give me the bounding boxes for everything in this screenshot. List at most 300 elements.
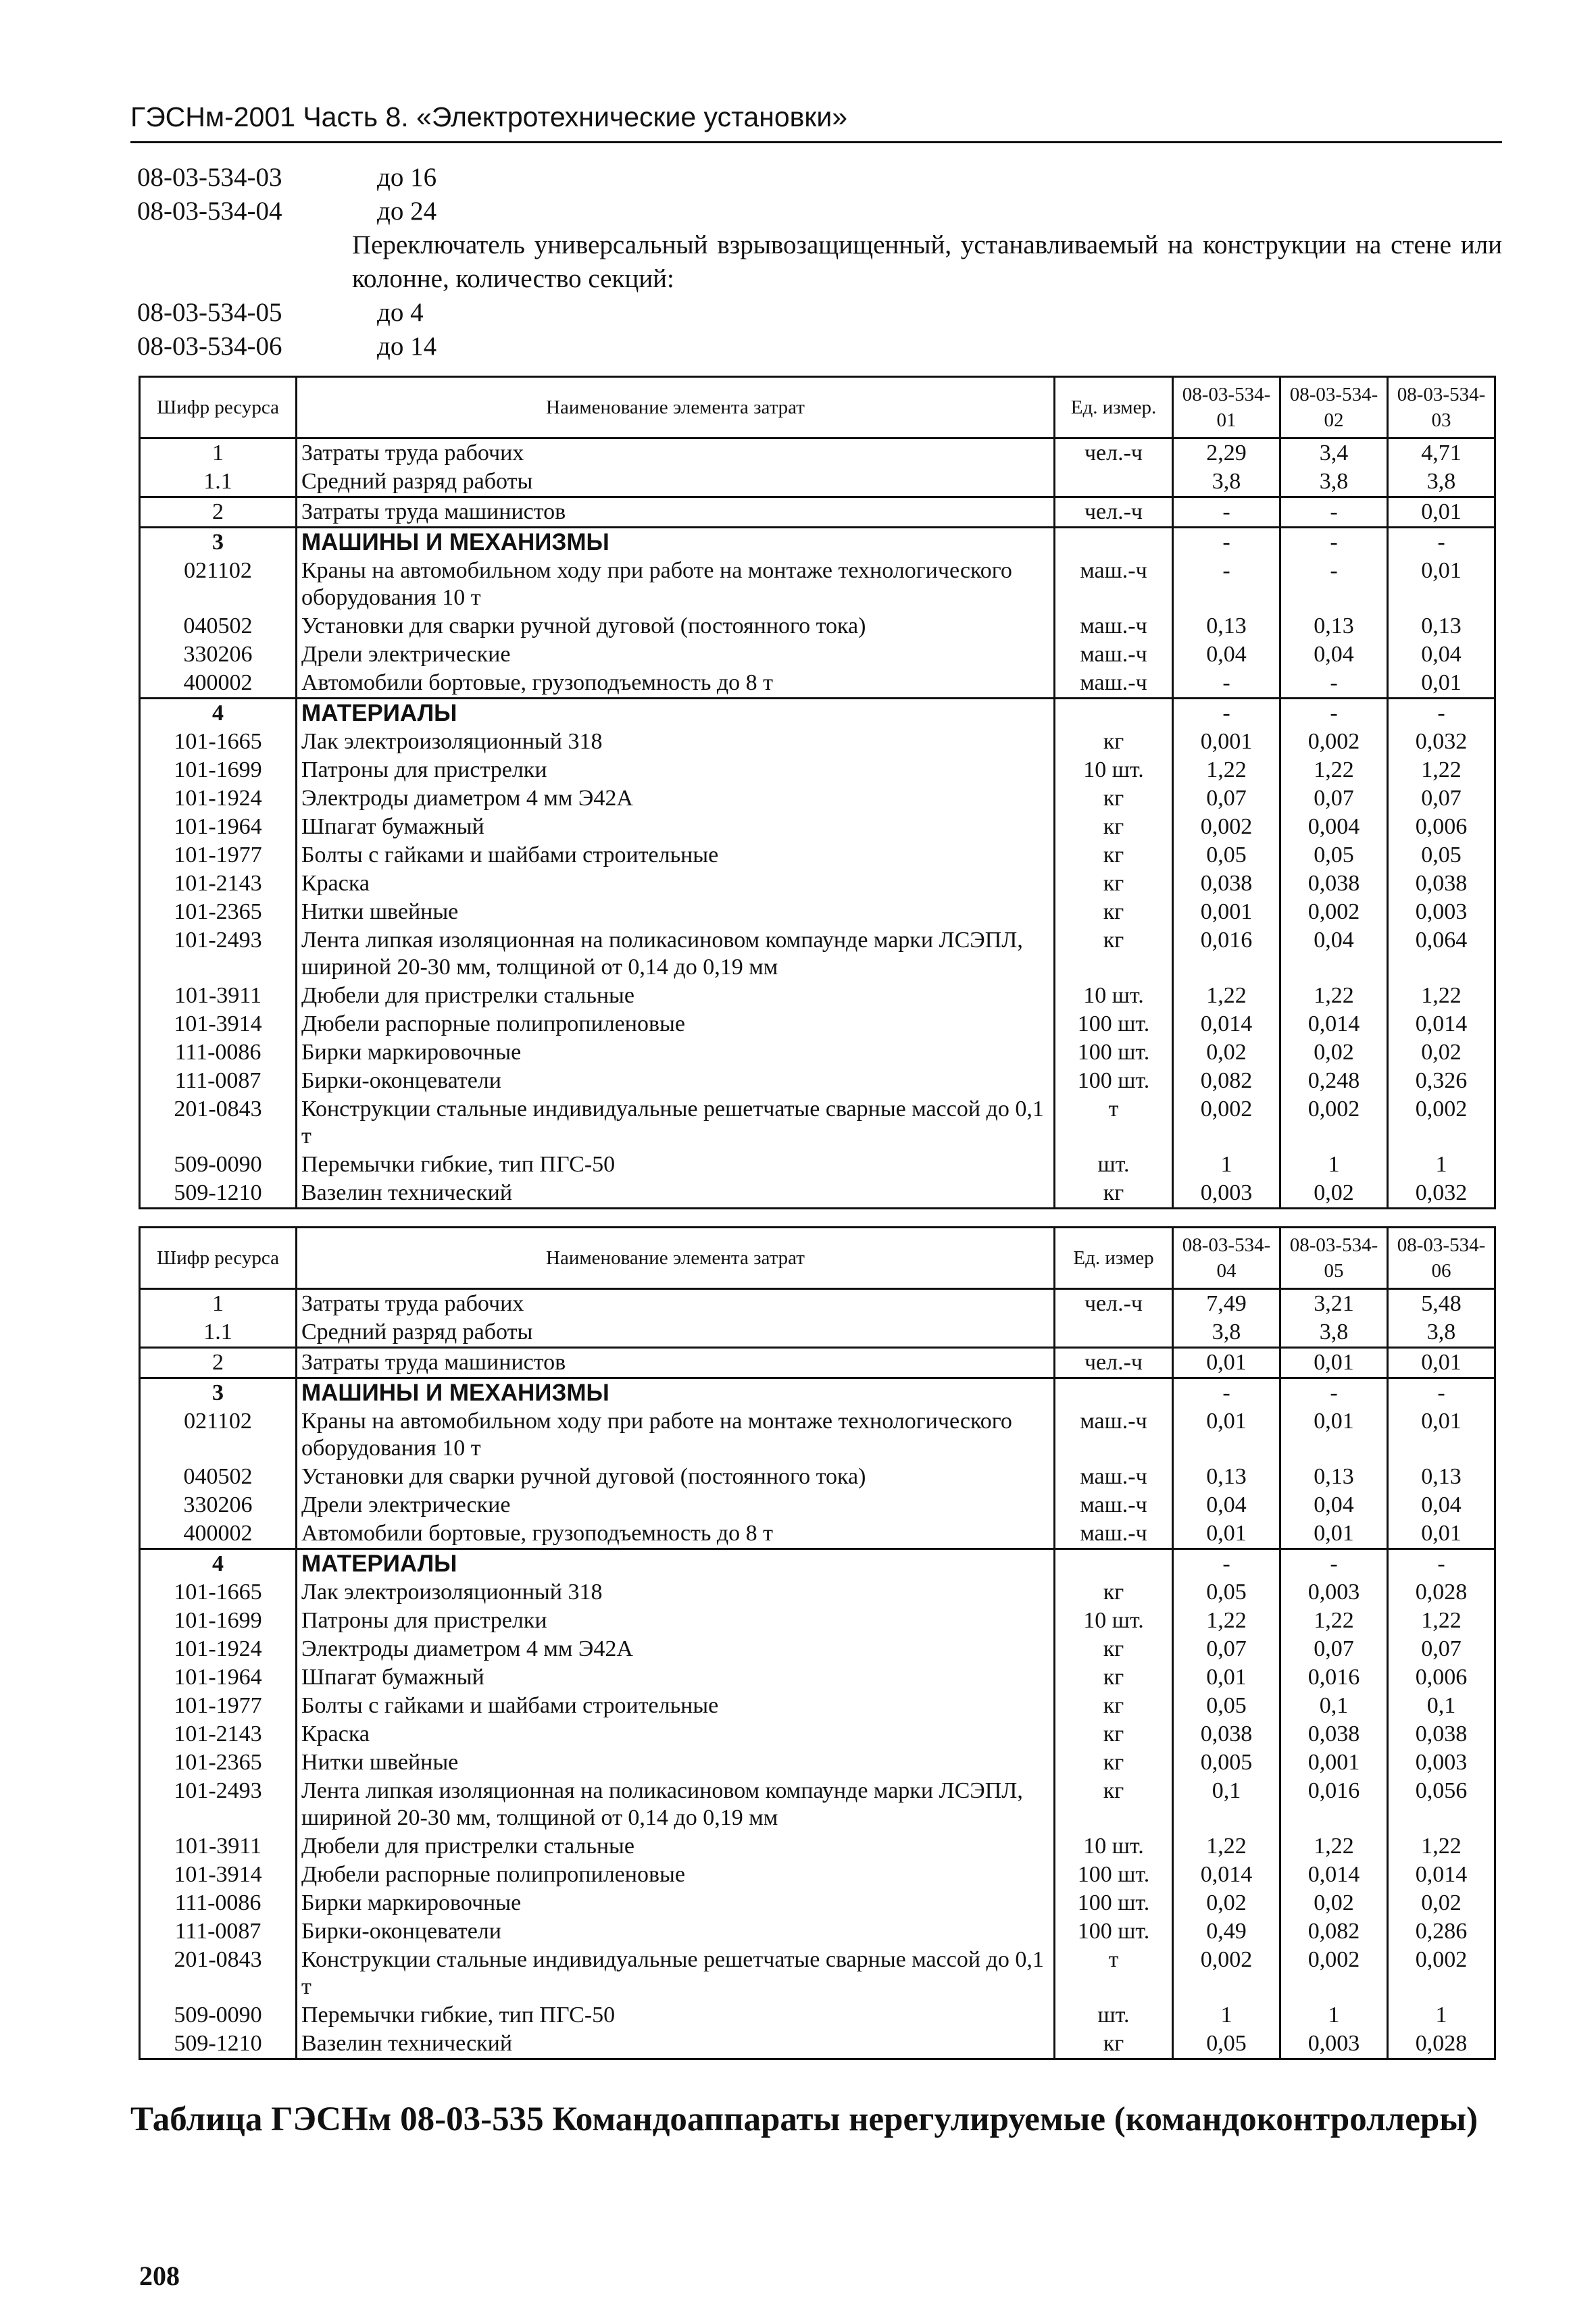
norm-value: 1,22 [1388,756,1495,784]
table-row [140,2030,1495,2059]
resource-code: 4 [140,699,297,728]
norm-value: 1 [1280,1151,1388,1179]
table-row [140,1832,1495,1861]
cost-element-name: Лента липкая изоляционная на поликасиновом компаунде марки ЛСЭПЛ, шириной 20-30 мм, толщиной от 0,14 до 0,19 мм [297,926,1055,982]
norm-value: 0,014 [1388,1861,1495,1889]
norm-value: 0,02 [1388,1038,1495,1067]
norm-value: 0,064 [1388,926,1495,982]
resource-code: 1.1 [140,1318,297,1348]
norm-value: - [1280,1378,1388,1408]
table-row [140,926,1495,982]
norm-value: 0,13 [1388,1463,1495,1491]
norm-value: - [1388,699,1495,728]
norm-code: 08-03-534-05 [137,298,282,327]
norm-value: 0,01 [1280,1407,1388,1463]
norm-value: 0,016 [1280,1777,1388,1832]
cost-element-name: Затраты труда машинистов [297,497,1055,528]
norm-value: 1 [1388,1151,1495,1179]
norm-code: 08-03-534-04 [137,197,282,226]
unit-of-measure: кг [1055,1635,1173,1663]
unit-of-measure: 10 шт. [1055,982,1173,1010]
unit-of-measure: маш.-ч [1055,557,1173,612]
intro-line [137,161,1502,195]
unit-of-measure: кг [1055,1179,1173,1209]
unit-of-measure: маш.-ч [1055,669,1173,699]
table-row [140,1578,1495,1607]
header-norm-1: 08-03-534-04 [1173,1228,1280,1289]
resource-code: 111-0087 [140,1917,297,1946]
norm-value: 0,056 [1388,1777,1495,1832]
table-row [140,468,1495,497]
unit-of-measure: кг [1055,1749,1173,1777]
table-row [140,1917,1495,1946]
resource-code: 101-1977 [140,1692,297,1720]
resource-code: 1.1 [140,468,297,497]
cost-element-name: Дюбели для пристрелки стальные [297,1832,1055,1861]
unit-of-measure: 10 шт. [1055,1832,1173,1861]
resource-code: 021102 [140,557,297,612]
table-row [140,1607,1495,1635]
norm-value: 3,21 [1280,1289,1388,1319]
resource-code: 101-2143 [140,870,297,898]
unit-of-measure: чел.-ч [1055,1289,1173,1319]
cost-element-name: Дюбели распорные полипропиленовые [297,1861,1055,1889]
table-row [140,1519,1495,1549]
resource-code: 101-3914 [140,1861,297,1889]
resource-code: 509-1210 [140,2030,297,2059]
norm-value: 0,005 [1173,1749,1280,1777]
header-unit: Ед. измер [1055,1228,1173,1289]
cost-element-name: МАТЕРИАЛЫ [297,1549,1055,1579]
norm-value: 0,002 [1388,1095,1495,1151]
norm-value: 0,02 [1280,1179,1388,1209]
norm-value: 3,8 [1280,1318,1388,1348]
table-row [140,612,1495,640]
table-row [140,1749,1495,1777]
header-norm-1: 08-03-534-01 [1173,377,1280,438]
cost-element-name: Патроны для пристрелки [297,1607,1055,1635]
norm-value: 1,22 [1388,1832,1495,1861]
table-row [140,1378,1495,1408]
norm-value: 0,05 [1280,841,1388,870]
cost-element-name: Установки для сварки ручной дуговой (постоянного тока) [297,1463,1055,1491]
cost-element-name: Патроны для пристрелки [297,756,1055,784]
norm-value: 0,004 [1280,813,1388,841]
header-code: Шифр ресурса [140,1228,297,1289]
norm-value: 1 [1388,2001,1495,2030]
norm-value: - [1280,1549,1388,1579]
norm-value: 0,01 [1388,1348,1495,1378]
table-row [140,982,1495,1010]
resource-code: 1 [140,438,297,468]
table-row [140,1777,1495,1832]
norm-value: 0,002 [1173,1946,1280,2001]
table-row [140,1407,1495,1463]
norm-value: - [1388,1549,1495,1579]
norm-value: 0,05 [1173,1692,1280,1720]
norm-value: 0,01 [1173,1348,1280,1378]
table-caption: Таблица ГЭСНм 08-03-535 Командоаппараты нерегулируемые (командоконтроллеры) [130,2101,1478,2138]
resource-code: 101-1924 [140,784,297,813]
table-row [140,1095,1495,1151]
norm-value: 0,04 [1388,1491,1495,1519]
table-row [140,1720,1495,1749]
resource-code: 509-0090 [140,2001,297,2030]
unit-of-measure: маш.-ч [1055,640,1173,669]
unit-of-measure: 100 шт. [1055,1861,1173,1889]
unit-of-measure: маш.-ч [1055,1491,1173,1519]
norm-value: 0,002 [1173,1095,1280,1151]
table-row [140,784,1495,813]
norm-value: 0,01 [1388,1407,1495,1463]
resource-code: 101-1699 [140,756,297,784]
table-header-row [140,1228,1495,1289]
unit-of-measure [1055,468,1173,497]
cost-element-name: Вазелин технический [297,2030,1055,2059]
resource-code: 101-1665 [140,1578,297,1607]
unit-of-measure: кг [1055,1777,1173,1832]
intro-paragraph: Переключатель универсальный взрывозащищенный, устанавливаемый на конструкции на стене или колонне, количество секций: [352,230,1502,293]
cost-element-name: Болты с гайками и шайбами строительные [297,841,1055,870]
resource-code: 021102 [140,1407,297,1463]
table-row [140,497,1495,528]
norm-desc: до 16 [377,163,437,192]
norm-value: 0,286 [1388,1917,1495,1946]
unit-of-measure: 100 шт. [1055,1889,1173,1917]
table-row [140,699,1495,728]
unit-of-measure: маш.-ч [1055,612,1173,640]
header-norm-2: 08-03-534-02 [1280,377,1388,438]
resource-code: 101-3911 [140,1832,297,1861]
cost-element-name: Средний разряд работы [297,1318,1055,1348]
cost-element-name: Установки для сварки ручной дуговой (постоянного тока) [297,612,1055,640]
norm-value: 3,8 [1388,468,1495,497]
cost-element-name: Электроды диаметром 4 мм Э42А [297,1635,1055,1663]
norm-value: 0,002 [1280,728,1388,756]
header-code: Шифр ресурса [140,377,297,438]
cost-element-name: Конструкции стальные индивидуальные решетчатые сварные массой до 0,1 т [297,1946,1055,2001]
cost-element-name: МАШИНЫ И МЕХАНИЗМЫ [297,1378,1055,1408]
norm-value: 0,326 [1388,1067,1495,1095]
norm-value: 3,8 [1173,1318,1280,1348]
norm-value: 3,8 [1173,468,1280,497]
norm-value: - [1280,497,1388,528]
unit-of-measure: кг [1055,1720,1173,1749]
norm-value: 0,07 [1280,1635,1388,1663]
norm-value: 0,01 [1388,669,1495,699]
norm-desc: до 14 [377,332,437,361]
cost-element-name: Автомобили бортовые, грузоподъемность до 8 т [297,1519,1055,1549]
norm-value: 1,22 [1280,1832,1388,1861]
norm-value: 0,002 [1280,898,1388,926]
norm-value: 0,032 [1388,728,1495,756]
norm-value: 0,014 [1173,1861,1280,1889]
unit-of-measure: 10 шт. [1055,756,1173,784]
norm-code: 08-03-534-06 [137,332,282,361]
cost-element-name: Дрели электрические [297,640,1055,669]
resource-code: 040502 [140,1463,297,1491]
norm-value: 3,8 [1280,468,1388,497]
norm-value: 0,01 [1388,1519,1495,1549]
table-row [140,669,1495,699]
table-row [140,1318,1495,1348]
cost-element-name: Перемычки гибкие, тип ПГС-50 [297,1151,1055,1179]
norm-value: 0,016 [1280,1663,1388,1692]
cost-element-name: Краны на автомобильном ходу при работе на монтаже технологического оборудования 10 т [297,1407,1055,1463]
norm-value: 0,006 [1388,1663,1495,1692]
norm-value: 0,014 [1280,1861,1388,1889]
norm-value: 0,003 [1280,2030,1388,2059]
resource-code: 040502 [140,612,297,640]
unit-of-measure [1055,699,1173,728]
cost-element-name: Конструкции стальные индивидуальные решетчатые сварные массой до 0,1 т [297,1095,1055,1151]
unit-of-measure: маш.-ч [1055,1519,1173,1549]
norm-value: 0,07 [1280,784,1388,813]
norm-value: 7,49 [1173,1289,1280,1319]
unit-of-measure: кг [1055,1663,1173,1692]
header-unit: Ед. измер. [1055,377,1173,438]
norm-value: 0,082 [1173,1067,1280,1095]
resource-table-1 [139,376,1496,1209]
norm-value: 0,13 [1280,612,1388,640]
norm-value: - [1173,528,1280,557]
resource-code: 1 [140,1289,297,1319]
norm-code: 08-03-534-03 [137,163,282,192]
table-row [140,1151,1495,1179]
norm-value: 1,22 [1388,982,1495,1010]
norm-value: 0,49 [1173,1917,1280,1946]
unit-of-measure: 100 шт. [1055,1010,1173,1038]
table-row [140,1010,1495,1038]
norm-value: 0,01 [1173,1663,1280,1692]
norm-value: 0,01 [1173,1407,1280,1463]
norm-value: 0,07 [1388,784,1495,813]
table-row [140,1463,1495,1491]
norm-value: - [1388,1378,1495,1408]
cost-element-name: Бирки маркировочные [297,1889,1055,1917]
resource-code: 101-2365 [140,1749,297,1777]
table-row [140,1179,1495,1209]
norm-value: 0,028 [1388,2030,1495,2059]
norm-value: 0,13 [1388,612,1495,640]
norm-value: 0,038 [1388,870,1495,898]
norm-value: 4,71 [1388,438,1495,468]
norm-value: 0,13 [1173,1463,1280,1491]
resource-code: 2 [140,1348,297,1378]
norm-value: 0,003 [1280,1578,1388,1607]
norm-value: - [1388,528,1495,557]
norm-value: 0,02 [1388,1889,1495,1917]
cost-element-name: Краска [297,1720,1055,1749]
norm-value: 1,22 [1280,982,1388,1010]
unit-of-measure [1055,1549,1173,1579]
resource-code: 201-0843 [140,1095,297,1151]
norm-value: - [1173,557,1280,612]
intro-line [137,330,1502,363]
norm-value: 1 [1280,2001,1388,2030]
norm-value: 1,22 [1173,756,1280,784]
resource-code: 4 [140,1549,297,1579]
norm-value: 0,1 [1280,1692,1388,1720]
unit-of-measure: кг [1055,926,1173,982]
norm-value: 0,032 [1388,1179,1495,1209]
resource-code: 330206 [140,640,297,669]
cost-element-name: Затраты труда рабочих [297,1289,1055,1319]
resource-code: 101-1964 [140,813,297,841]
unit-of-measure: кг [1055,784,1173,813]
table-row [140,1889,1495,1917]
resource-code: 330206 [140,1491,297,1519]
norm-value: 0,082 [1280,1917,1388,1946]
unit-of-measure: маш.-ч [1055,1407,1173,1463]
resource-code: 101-1665 [140,728,297,756]
resource-code: 101-2493 [140,926,297,982]
norm-value: 0,014 [1173,1010,1280,1038]
table-row [140,1635,1495,1663]
norm-value: 0,001 [1173,898,1280,926]
unit-of-measure: 100 шт. [1055,1917,1173,1946]
norm-value: 0,038 [1280,870,1388,898]
norm-value: 1 [1173,1151,1280,1179]
resource-code: 101-2365 [140,898,297,926]
norm-value: 0,002 [1280,1946,1388,2001]
norm-value: 0,13 [1280,1463,1388,1491]
norm-value: 0,248 [1280,1067,1388,1095]
norm-value: 0,02 [1280,1038,1388,1067]
cost-element-name: Средний разряд работы [297,468,1055,497]
table-row [140,870,1495,898]
resource-code: 111-0087 [140,1067,297,1095]
norm-value: 0,04 [1388,640,1495,669]
norm-value: - [1173,1378,1280,1408]
table-body [140,1289,1495,2059]
resource-code: 111-0086 [140,1038,297,1067]
unit-of-measure: шт. [1055,1151,1173,1179]
header-norm-3: 08-03-534-06 [1388,1228,1495,1289]
page-header: ГЭСНм-2001 Часть 8. «Электротехнические установки» [130,101,1502,143]
cost-element-name: Автомобили бортовые, грузоподъемность до 8 т [297,669,1055,699]
norm-value: 0,13 [1173,612,1280,640]
table-row [140,1946,1495,2001]
table-body [140,438,1495,1209]
unit-of-measure: чел.-ч [1055,1348,1173,1378]
cost-element-name: Бирки маркировочные [297,1038,1055,1067]
unit-of-measure [1055,1378,1173,1408]
resource-code: 101-3911 [140,982,297,1010]
cost-element-name: Затраты труда рабочих [297,438,1055,468]
cost-element-name: МАТЕРИАЛЫ [297,699,1055,728]
header-norm-2: 08-03-534-05 [1280,1228,1388,1289]
unit-of-measure: т [1055,1946,1173,2001]
table-row [140,756,1495,784]
cost-element-name: Бирки-оконцеватели [297,1067,1055,1095]
table-row [140,1491,1495,1519]
cost-element-name: Перемычки гибкие, тип ПГС-50 [297,2001,1055,2030]
norm-value: - [1173,699,1280,728]
norm-value: 1,22 [1388,1607,1495,1635]
page-number: 208 [139,2261,180,2291]
norm-value: 0,01 [1173,1519,1280,1549]
norm-value: 0,04 [1280,1491,1388,1519]
resource-code: 101-1964 [140,1663,297,1692]
resource-code: 3 [140,528,297,557]
intro-block [137,161,1502,363]
resource-code: 101-2493 [140,1777,297,1832]
resource-code: 101-1924 [140,1635,297,1663]
cost-element-name: Шпагат бумажный [297,1663,1055,1692]
norm-value: 0,028 [1388,1578,1495,1607]
resource-code: 509-0090 [140,1151,297,1179]
table-row [140,1861,1495,1889]
resource-code: 101-1699 [140,1607,297,1635]
table-row [140,640,1495,669]
cost-element-name: Болты с гайками и шайбами строительные [297,1692,1055,1720]
norm-value: 0,04 [1280,640,1388,669]
norm-value: 1,22 [1173,1607,1280,1635]
norm-value: 0,002 [1280,1095,1388,1151]
cost-element-name: Нитки швейные [297,1749,1055,1777]
resource-code: 201-0843 [140,1946,297,2001]
norm-value: - [1280,669,1388,699]
unit-of-measure: кг [1055,2030,1173,2059]
table-header-row [140,377,1495,438]
norm-value: 0,01 [1388,497,1495,528]
norm-value: 0,04 [1280,926,1388,982]
cost-element-name: Бирки-оконцеватели [297,1917,1055,1946]
cost-element-name: Шпагат бумажный [297,813,1055,841]
table-row [140,1549,1495,1579]
unit-of-measure: шт. [1055,2001,1173,2030]
norm-value: 3,4 [1280,438,1388,468]
norm-value: 0,002 [1388,1946,1495,2001]
norm-value: 0,016 [1173,926,1280,982]
norm-value: 0,02 [1173,1038,1280,1067]
norm-value: - [1173,669,1280,699]
unit-of-measure: маш.-ч [1055,1463,1173,1491]
norm-value: 0,014 [1388,1010,1495,1038]
unit-of-measure: кг [1055,1578,1173,1607]
unit-of-measure: кг [1055,1692,1173,1720]
cost-element-name: Нитки швейные [297,898,1055,926]
resource-code: 400002 [140,1519,297,1549]
table-row [140,1038,1495,1067]
norm-value: 0,038 [1280,1720,1388,1749]
norm-value: - [1280,557,1388,612]
header-norm-3: 08-03-534-03 [1388,377,1495,438]
resource-code: 101-1977 [140,841,297,870]
norm-value: 0,05 [1173,841,1280,870]
table-row [140,2001,1495,2030]
norm-value: 0,1 [1388,1692,1495,1720]
resource-code: 101-3914 [140,1010,297,1038]
cost-element-name: Вазелин технический [297,1179,1055,1209]
resource-table-2 [139,1226,1496,2060]
norm-value: 1,22 [1280,1607,1388,1635]
unit-of-measure: кг [1055,813,1173,841]
table-row [140,1289,1495,1319]
table-row [140,841,1495,870]
norm-value: 1,22 [1173,1832,1280,1861]
norm-value: 0,02 [1280,1889,1388,1917]
unit-of-measure: кг [1055,841,1173,870]
unit-of-measure [1055,1318,1173,1348]
norm-value: 0,02 [1173,1889,1280,1917]
table-row [140,557,1495,612]
cost-element-name: Дрели электрические [297,1491,1055,1519]
norm-value: 0,05 [1388,841,1495,870]
norm-value: 0,01 [1280,1519,1388,1549]
norm-desc: до 24 [377,197,437,226]
